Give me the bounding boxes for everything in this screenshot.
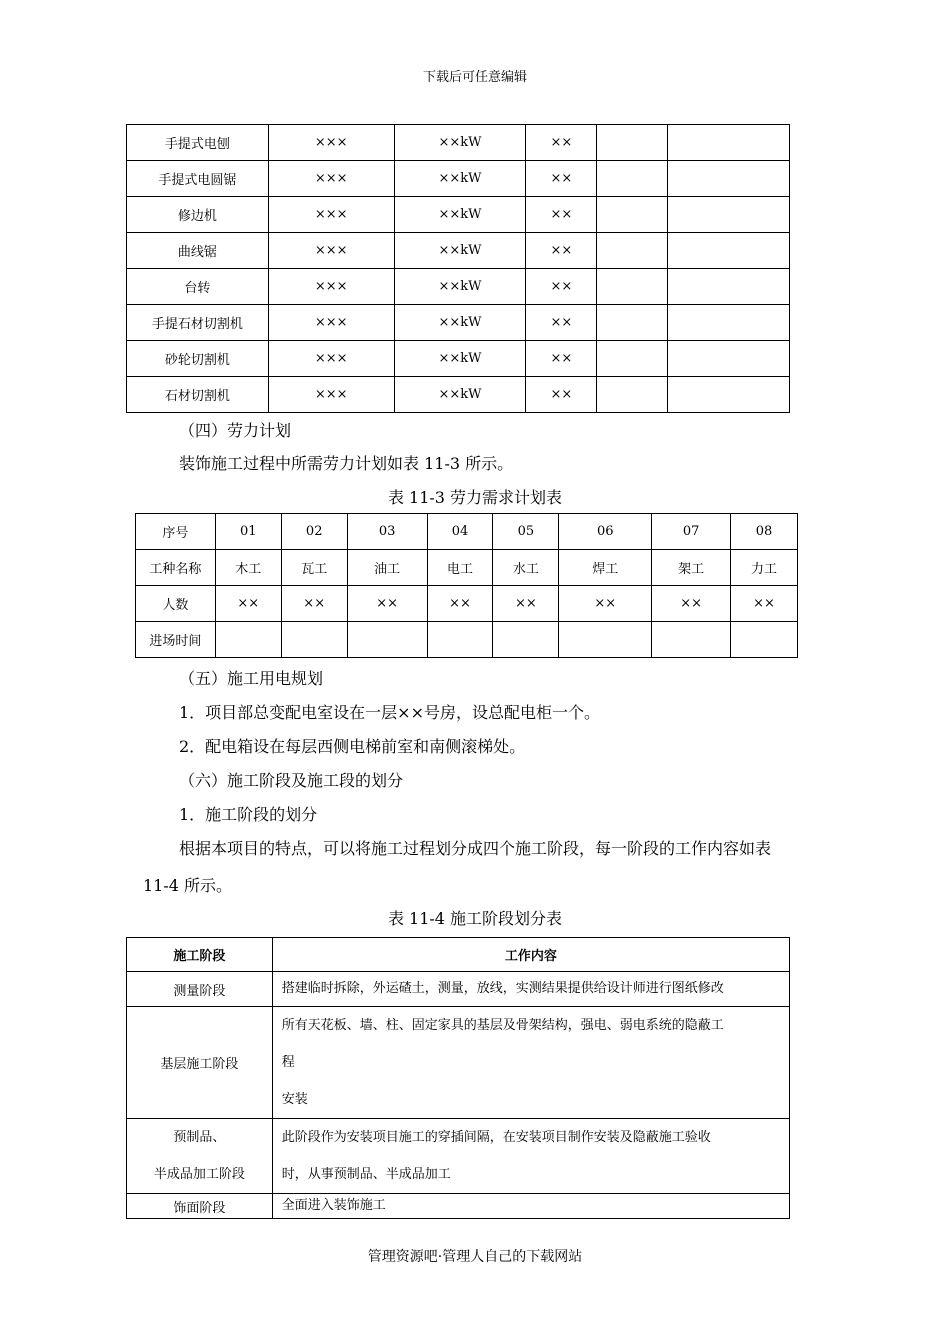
seq-cell: 07 [652,514,731,550]
table-row [127,341,790,377]
empty-cell [597,341,668,377]
equipment-model: ××× [268,305,394,341]
trade-cell: 电工 [427,550,493,586]
table-header-row [127,938,790,972]
trade-cell: 木工 [215,550,281,586]
trade-cell: 瓦工 [281,550,347,586]
stage-table-caption: 表 11-4 施工阶段划分表 [387,909,563,928]
section5-item2: 2．配电箱设在每层西侧电梯前室和南侧滚梯处。 [179,737,526,756]
section4-heading: （四）劳力计划 [179,421,292,440]
table-row [136,550,798,586]
equipment-qty: ×× [526,197,597,233]
table-row [136,514,798,550]
equipment-name: 台转 [127,269,269,305]
trade-cell: 力工 [731,550,798,586]
stage-line: 预制品、 [173,1130,226,1145]
equipment-power: ××kW [394,305,526,341]
count-cell: ×× [731,586,798,622]
table-row [127,305,790,341]
row-label: 人数 [136,586,216,622]
section5-item1: 1．项目部总变配电室设在一层××号房，设总配电柜一个。 [179,703,600,722]
seq-cell: 02 [281,514,347,550]
equipment-qty: ×× [526,305,597,341]
page-header-note: 下载后可任意编辑 [422,70,527,85]
table-row [127,197,790,233]
entry-time-cell [215,622,281,658]
row-label: 工种名称 [136,550,216,586]
equipment-model: ××× [268,161,394,197]
entry-time-cell [281,622,347,658]
equipment-model: ××× [268,233,394,269]
equipment-power: ××kW [394,269,526,305]
count-cell: ×× [559,586,652,622]
section6-heading: （六）施工阶段及施工段的划分 [179,771,404,790]
equipment-qty: ×× [526,125,597,161]
empty-cell [668,197,790,233]
seq-cell: 01 [215,514,281,550]
count-cell: ×× [427,586,493,622]
stage-name: 基层施工阶段 [127,1007,273,1119]
content-line: 安装 [281,1092,308,1107]
equipment-qty: ×× [526,233,597,269]
empty-cell [597,305,668,341]
empty-cell [668,305,790,341]
equipment-table [126,124,790,413]
labor-table [135,513,798,658]
empty-cell [597,197,668,233]
equipment-name: 砂轮切割机 [127,341,269,377]
equipment-name: 修边机 [127,197,269,233]
empty-cell [597,233,668,269]
entry-time-cell [427,622,493,658]
empty-cell [668,341,790,377]
table-row [127,1194,790,1219]
equipment-name: 曲线锯 [127,233,269,269]
equipment-name: 手提式电圆锯 [127,161,269,197]
content-line: 所有天花板、墙、柱、固定家具的基层及骨架结构，强电、弱电系统的隐蔽工 [281,1018,724,1033]
stage-content: 全面进入装饰施工 [272,1194,789,1219]
stage-name: 测量阶段 [127,972,273,1007]
empty-cell [668,377,790,413]
equipment-name: 手提石材切割机 [127,305,269,341]
seq-cell: 04 [427,514,493,550]
content-line: 时，从事预制品、半成品加工 [281,1167,451,1182]
empty-cell [668,269,790,305]
entry-time-cell [652,622,731,658]
row-label: 进场时间 [136,622,216,658]
entry-time-cell [347,622,427,658]
seq-cell: 08 [731,514,798,550]
section4-text: 装饰施工过程中所需劳力计划如表 11-3 所示。 [179,454,514,473]
row-label: 序号 [136,514,216,550]
entry-time-cell [731,622,798,658]
table-row [136,586,798,622]
equipment-power: ××kW [394,161,526,197]
equipment-qty: ×× [526,161,597,197]
seq-cell: 05 [493,514,559,550]
table-row [127,377,790,413]
stage-content: 搭建临时拆除，外运碴土，测量，放线，实测结果提供给设计师进行图纸修改 [272,972,789,1007]
header-content: 工作内容 [272,938,789,972]
trade-cell: 焊工 [559,550,652,586]
count-cell: ×× [281,586,347,622]
table-row [127,233,790,269]
equipment-name: 石材切割机 [127,377,269,413]
stage-content [272,1007,789,1119]
section6-para-line2: 11-4 所示。 [143,876,233,895]
equipment-qty: ×× [526,377,597,413]
section6-para-line1: 根据本项目的特点，可以将施工过程划分成四个施工阶段，每一阶段的工作内容如表 [179,839,772,858]
count-cell: ×× [652,586,731,622]
trade-cell: 水工 [493,550,559,586]
equipment-model: ××× [268,269,394,305]
equipment-power: ××kW [394,233,526,269]
equipment-power: ××kW [394,377,526,413]
equipment-name: 手提式电刨 [127,125,269,161]
equipment-qty: ×× [526,341,597,377]
equipment-qty: ×× [526,269,597,305]
count-cell: ×× [215,586,281,622]
empty-cell [597,269,668,305]
equipment-power: ××kW [394,125,526,161]
count-cell: ×× [347,586,427,622]
empty-cell [597,161,668,197]
stage-line: 半成品加工阶段 [153,1167,245,1182]
table-row [127,1119,790,1194]
header-stage: 施工阶段 [127,938,273,972]
table-row [127,1007,790,1119]
stage-content [272,1119,789,1194]
table-row [127,125,790,161]
equipment-model: ××× [268,341,394,377]
equipment-power: ××kW [394,341,526,377]
equipment-power: ××kW [394,197,526,233]
empty-cell [668,233,790,269]
labor-table-caption: 表 11-3 劳力需求计划表 [387,488,563,507]
trade-cell: 油工 [347,550,427,586]
table-row [127,269,790,305]
stage-table [126,937,790,1219]
entry-time-cell [559,622,652,658]
content-line: 程 [281,1055,295,1070]
section5-heading: （五）施工用电规划 [179,669,324,688]
content-line: 此阶段作为安装项目施工的穿插间隔，在安装项目制作安装及隐蔽施工验收 [281,1130,711,1145]
entry-time-cell [493,622,559,658]
count-cell: ×× [493,586,559,622]
table-row [127,161,790,197]
empty-cell [668,125,790,161]
equipment-model: ××× [268,197,394,233]
equipment-model: ××× [268,377,394,413]
seq-cell: 03 [347,514,427,550]
stage-name: 饰面阶段 [127,1194,273,1219]
seq-cell: 06 [559,514,652,550]
empty-cell [597,377,668,413]
stage-name [127,1119,273,1194]
equipment-model: ××× [268,125,394,161]
empty-cell [668,161,790,197]
table-row [127,972,790,1007]
table-row [136,622,798,658]
trade-cell: 架工 [652,550,731,586]
section6-sub1: 1．施工阶段的划分 [179,805,318,824]
page-footer-note: 管理资源吧·管理人自己的下载网站 [367,1249,583,1265]
empty-cell [597,125,668,161]
